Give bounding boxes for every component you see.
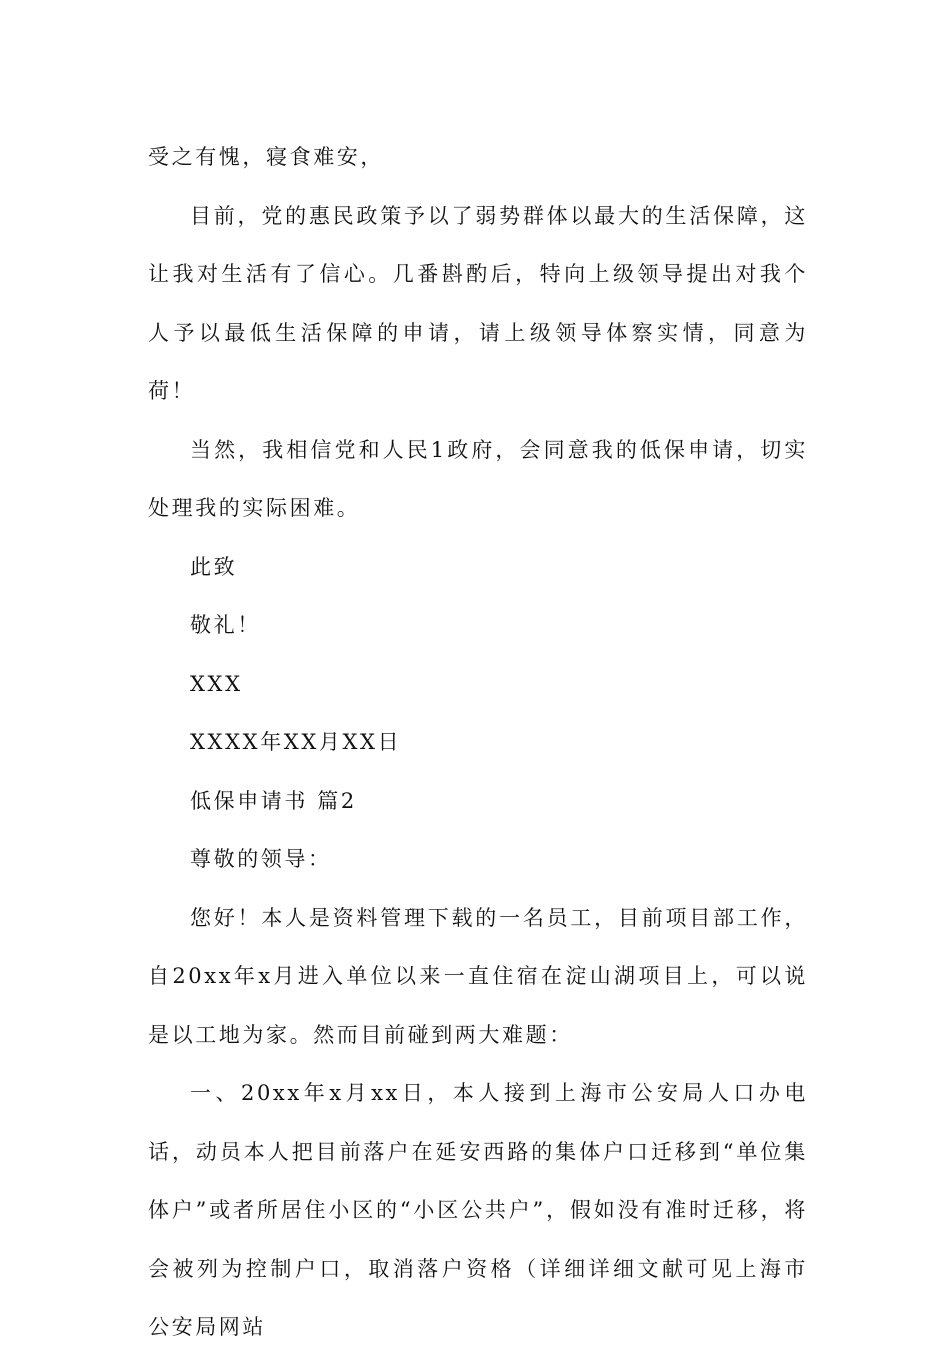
paragraph-intro: 您好！本人是资料管理下载的一名员工，目前项目部工作，自20xx年x月进入单位以来一直住宿在淀山湖项目上，可以说是以工地为家。然而目前碰到两大难题： bbox=[148, 905, 808, 1047]
paragraph-belief: 当然，我相信党和人民1政府，会同意我的低保申请，切实处理我的实际困难。 bbox=[148, 437, 808, 520]
signature-name: XXX bbox=[190, 671, 243, 696]
section-title: 低保申请书 篇2 bbox=[190, 788, 357, 813]
paragraph-continuation: 受之有愧，寝食难安， bbox=[148, 145, 384, 169]
closing-regards: 敬礼！ bbox=[190, 613, 261, 637]
greeting: 尊敬的领导： bbox=[190, 847, 332, 871]
signature-date: XXXX年XX月XX日 bbox=[190, 730, 402, 754]
document-body bbox=[148, 128, 808, 1357]
paragraph-policy: 目前，党的惠民政策予以了弱势群体以最大的生活保障，这让我对生活有了信心。几番斟酌后，特向上级领导提出对我个人予以最低生活保障的申请，请上级领导体察实情，同意为荷！ bbox=[148, 203, 808, 403]
closing-salutation: 此致 bbox=[190, 554, 238, 579]
paragraph-issue-one: 一、20xx年x月xx日，本人接到上海市公安局人口办电话，动员本人把目前落户在延安西路的集体户口迁移到“单位集体户”或者所居住小区的“小区公共户”，假如没有准时迁移，将会被列为控制户口，取消落户资格（详细详细文献可见上海市公安局网站 bbox=[148, 1081, 808, 1339]
